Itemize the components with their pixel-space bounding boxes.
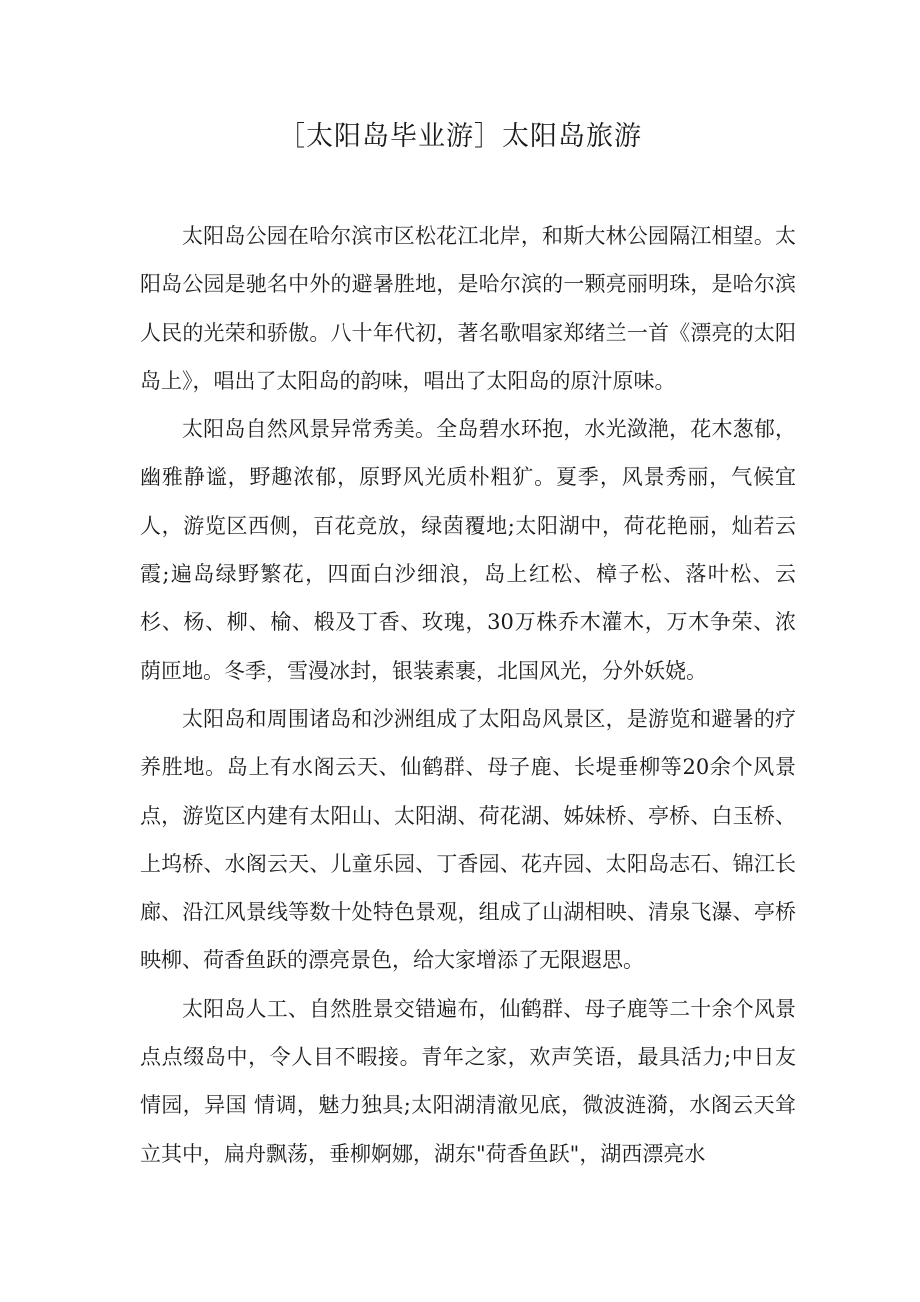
paragraph-4: 太阳岛人工、自然胜景交错遍布，仙鹤群、母子鹿等二十余个风景点点缀岛中，令人目不暇接。青年之家，欢声笑语，最具活力;中日友情园，异国 情调，魅力独具;太阳湖清澈见底，微波涟漪，水阁云天耸立其中，扁舟飘荡，垂柳婀娜，湖东"荷香鱼跃"，湖西漂亮水 xyxy=(140,996,796,1166)
paragraph-3: 太阳岛和周围诸岛和沙洲组成了太阳岛风景区，是游览和避暑的疗养胜地。岛上有水阁云天、仙鹤群、母子鹿、长堤垂柳等20余个风景点，游览区内建有太阳山、太阳湖、荷花湖、姊妹桥、亭桥、白玉桥、上坞桥、水阁云天、儿童乐园、丁香园、花卉园、太阳岛志石、锦江长廊、沿江风景线等数十处特色景观，组成了山湖相映、清泉飞瀑、亭桥映柳、荷香鱼跃的漂亮景色，给大家增添了无限遐思。 xyxy=(140,706,796,973)
document-title: ［太阳岛毕业游］太阳岛旅游 xyxy=(278,121,642,152)
document-body xyxy=(140,212,796,1178)
paragraph-2: 太阳岛自然风景异常秀美。全岛碧水环抱，水光潋滟，花木葱郁，幽雅静谧，野趣浓郁，原野风光质朴粗犷。夏季，风景秀丽，气候宜人，游览区西侧，百花竞放，绿茵覆地;太阳湖中，荷花艳丽，灿若云霞;遍岛绿野繁花，四面白沙细浪，岛上红松、樟子松、落叶松、云杉、杨、柳、榆、椴及丁香、玫瑰，30万株乔木灌木，万木争荣、浓荫匝地。冬季，雪漫冰封，银装素裹，北国风光，分外妖娆。 xyxy=(140,417,796,683)
paragraph-1: 太阳岛公园在哈尔滨市区松花江北岸，和斯大林公园隔江相望。太阳岛公园是驰名中外的避暑胜地，是哈尔滨的一颗亮丽明珠，是哈尔滨人民的光荣和骄傲。八十年代初，著名歌唱家郑绪兰一首《漂亮的太阳岛上》，唱出了太阳岛的韵味，唱出了太阳岛的原汁原味。 xyxy=(140,224,796,393)
